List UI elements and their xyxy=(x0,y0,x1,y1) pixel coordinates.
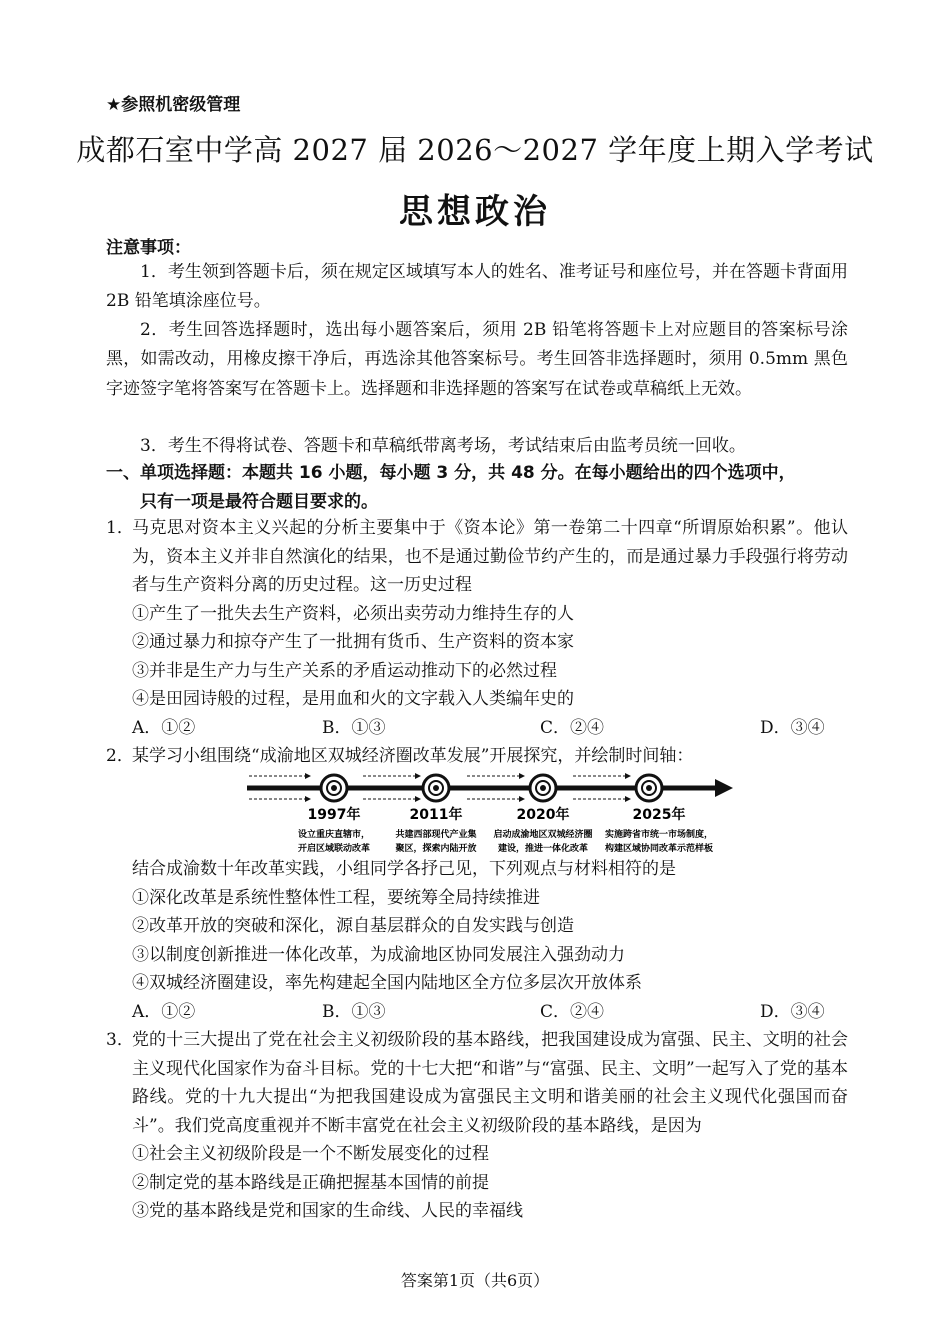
timeline-desc-line2: 构建区域协同改革示范样板 xyxy=(604,844,714,854)
question-number: 3． xyxy=(106,1030,134,1050)
statement-3: ③党的基本路线是党和国家的生命线、人民的幸福线 xyxy=(132,1201,523,1221)
question-stem: 马克思对资本主义兴起的分析主要集中于《资本论》第一卷第二十四章“所谓原始积累”。他认为，资本主义并非自然演化的结果，也不是通过勤俭节约产生的，而是通过暴力手段强行将劳动者与生产资料分离的历史过程。这一历史过程 xyxy=(132,518,848,595)
timeline-figure xyxy=(245,768,735,863)
statement-2: ②改革开放的突破和深化，源自基层群众的自发实践与创造 xyxy=(132,916,574,936)
choice-c: C．②④ xyxy=(540,1001,605,1022)
question-stem: 党的十三大提出了党在社会主义初级阶段的基本路线，把我国建设成为富强、民主、文明的社会主义现代化国家作为奋斗目标。党的十七大把“和谐”与“富强、民主、文明”一起写入了党的基本路线。党的十九大提出“为把我国建设成为富强民主文明和谐美丽的社会主义现代化强国而奋斗”。我们党高度重视并不断丰富党在社会主义初级阶段的基本路线，是因为 xyxy=(132,1030,848,1136)
choice-b: B．①③ xyxy=(322,1001,386,1022)
statement-4: ④双城经济圈建设，率先构建起全国内陆地区全方位多层次开放体系 xyxy=(132,973,642,993)
statement-2: ②通过暴力和掠夺产生了一批拥有货币、生产资料的资本家 xyxy=(132,632,574,652)
timeline-year: 2020年 xyxy=(516,807,570,823)
exam-title: 成都石室中学高 2027 届 2026～2027 学年度上期入学考试 xyxy=(76,133,874,167)
choice-c: C．②④ xyxy=(540,717,605,738)
section-heading-line1: 一、单项选择题：本题共 16 小题，每小题 3 分，共 48 分。在每小题给出的四个选项中， xyxy=(106,463,796,483)
timeline-desc-line1: 共建西部现代产业集 xyxy=(395,830,477,840)
choice-d: D．③④ xyxy=(760,717,825,738)
section-heading xyxy=(106,459,848,517)
timeline-year: 2011年 xyxy=(409,807,463,823)
statement-3: ③并非是生产力与生产关系的矛盾运动推动下的必然过程 xyxy=(132,660,557,681)
statement-1: ①产生了一批失去生产资料，必须出卖劳动力维持生存的人 xyxy=(132,603,574,624)
question-number: 2． xyxy=(106,746,134,766)
question-2-continued xyxy=(106,855,848,1027)
answer-choices xyxy=(132,998,848,1027)
timeline-desc-line2: 建设，推进一体化改革 xyxy=(497,844,589,854)
timeline-desc-line2: 聚区，探索内陆开放 xyxy=(395,844,477,854)
question-1 xyxy=(106,514,848,743)
section-heading-line2: 只有一项是最符合题目要求的。 xyxy=(140,492,378,512)
question-3 xyxy=(106,1026,848,1226)
timeline-desc-line1: 实施跨省市统一市场制度， xyxy=(604,830,714,840)
statement-3: ③以制度创新推进一体化改革，为成渝地区协同发展注入强劲动力 xyxy=(132,944,625,965)
question-number: 1． xyxy=(106,518,134,538)
statement-1: ①深化改革是系统性整体性工程，要统筹全局持续推进 xyxy=(132,887,540,908)
note-item-2: 2．考生回答选择题时，选出每小题答案后，须用 2B 铅笔将答题卡上对应题目的答案标号涂黑，如需改动，用橡皮擦干净后，再选涂其他答案标号。考生回答非选择题时，须用 0.5mm 黑色字迹签字笔将答案写在答题卡上。选择题和非选择题的答案写在试卷或草稿纸上无效。 xyxy=(106,320,848,399)
timeline-desc-line1: 设立重庆直辖市， xyxy=(297,830,371,840)
statement-2: ②制定党的基本路线是正确把握基本国情的前提 xyxy=(132,1172,489,1193)
choice-b: B．①③ xyxy=(322,717,386,738)
choice-a: A．①② xyxy=(132,717,196,738)
note-item-1: 1．考生领到答题卡后，须在规定区域填写本人的姓名、准考证号和座位号，并在答题卡背面用 2B 铅笔填涂座位号。 xyxy=(106,262,848,312)
statement-1: ①社会主义初级阶段是一个不断发展变化的过程 xyxy=(132,1144,489,1164)
secret-mark: ★参照机密级管理 xyxy=(106,95,241,115)
timeline-year: 2025年 xyxy=(632,807,686,823)
statement-4: ④是田园诗般的过程，是用血和火的文字载入人类编年史的 xyxy=(132,689,574,709)
timeline-desc-line1: 启动成渝地区双城经济圈 xyxy=(493,830,593,840)
choice-a: A．①② xyxy=(132,1001,196,1022)
subject-title: 思想政治 xyxy=(399,192,551,232)
answer-choices xyxy=(132,714,848,743)
notes-heading: 注意事项： xyxy=(106,238,191,258)
page-footer: 答案第1页（共6页） xyxy=(400,1271,550,1290)
timeline-desc-line2: 开启区域联动改革 xyxy=(297,844,371,854)
choice-d: D．③④ xyxy=(760,1001,825,1022)
question-stem-2: 结合成渝数十年改革实践，小组同学各抒己见，下列观点与材料相符的是 xyxy=(132,859,676,879)
timeline-year: 1997年 xyxy=(307,807,361,823)
question-2 xyxy=(106,742,848,771)
note-item-3: 3．考生不得将试卷、答题卡和草稿纸带离考场，考试结束后由监考员统一回收。 xyxy=(140,436,746,456)
question-stem: 某学习小组围绕“成渝地区双城经济圈改革发展”开展探究，并绘制时间轴： xyxy=(132,746,694,766)
arrow-head-icon xyxy=(715,779,733,797)
